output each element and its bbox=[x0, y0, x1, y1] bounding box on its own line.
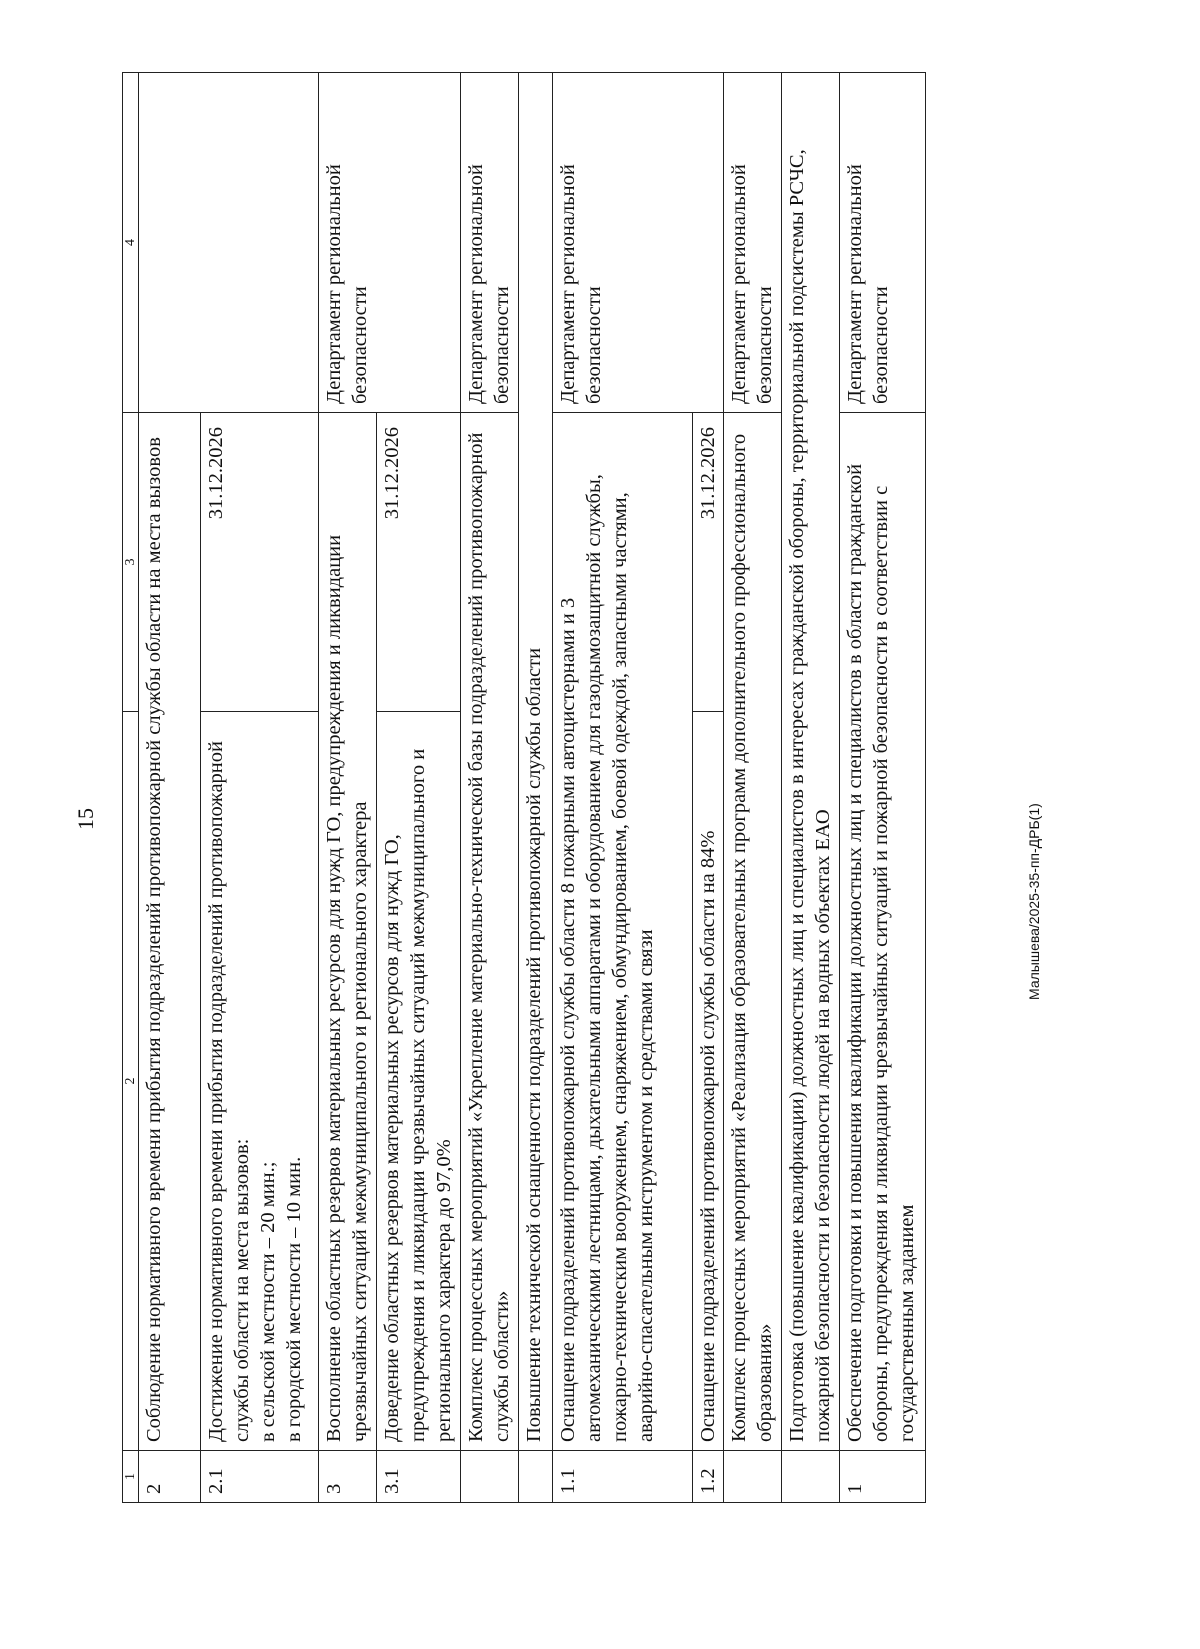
row-text: Соблюдение нормативного времени прибытия подразделений противопожарной службы области на места вызовов bbox=[139, 413, 201, 1451]
row-text: Комплекс процессных мероприятий «Реализация образовательных программ дополнительного профессионального образования» bbox=[724, 413, 782, 1451]
row-number bbox=[724, 1451, 782, 1503]
table-row bbox=[782, 73, 840, 1503]
table-row bbox=[840, 73, 926, 1503]
header-cell: 2 bbox=[123, 712, 139, 1451]
header-row bbox=[123, 73, 139, 1503]
header-cell: 1 bbox=[123, 1451, 139, 1503]
row-number: 2.1 bbox=[201, 1451, 319, 1503]
row-text: Комплекс процессных мероприятий «Укрепление материально-технической базы подразделений противопожарной службы области» bbox=[461, 413, 519, 1451]
row-text: Оснащение подразделений противопожарной службы области на 84% bbox=[693, 712, 724, 1451]
row-responsible: Департамент региональной безопасности bbox=[319, 73, 461, 413]
row-text: Восполнение областных резервов материальных ресурсов для нужд ГО, предупреждения и ликвидации чрезвычайных ситуаций межмуниципального и регионального характера bbox=[319, 413, 377, 1451]
row-text-line: в сельской местности – 20 мин.; bbox=[257, 1161, 280, 1442]
measures-table bbox=[122, 72, 926, 1503]
row-text: Доведение областных резервов материальных ресурсов для нужд ГО, предупреждения и ликвидации чрезвычайных ситуаций межмуниципального и регионального характера до 97,0% bbox=[377, 712, 461, 1451]
table-row bbox=[319, 73, 377, 1503]
table-row bbox=[139, 73, 201, 1503]
row-number bbox=[782, 1451, 840, 1503]
row-number bbox=[461, 1451, 519, 1503]
row-number: 3 bbox=[319, 1451, 377, 1503]
row-text-line: Достижение нормативного времени прибытия подразделений противопожарной службы области на места вызовов: bbox=[205, 740, 254, 1442]
row-responsible: Департамент региональной безопасности bbox=[840, 73, 926, 413]
row-number: 1 bbox=[840, 1451, 926, 1503]
table-row bbox=[519, 73, 553, 1503]
row-text: Подготовка (повышение квалификации) должностных лиц и специалистов в интересах гражданской обороны, территориальной подсистемы РСЧС, пожарной безопасности и безопасности людей на водных объектах ЕАО bbox=[782, 73, 840, 1451]
header-cell: 3 bbox=[123, 413, 139, 712]
row-responsible bbox=[139, 73, 319, 413]
row-number: 2 bbox=[139, 1451, 201, 1503]
row-deadline: 31.12.2026 bbox=[377, 413, 461, 712]
row-number: 1.2 bbox=[693, 1451, 724, 1503]
table-row bbox=[553, 73, 693, 1503]
row-responsible: Департамент региональной безопасности bbox=[724, 73, 782, 413]
row-text: Повышение технической оснащенности подразделений противопожарной службы области bbox=[519, 73, 553, 1451]
header-cell: 4 bbox=[123, 73, 139, 413]
row-deadline: 31.12.2026 bbox=[201, 413, 319, 712]
rotated-table-container bbox=[122, 73, 948, 1503]
table-row bbox=[461, 73, 519, 1503]
row-number bbox=[519, 1451, 553, 1503]
row-number: 1.1 bbox=[553, 1451, 693, 1503]
row-text: Оснащение подразделений противопожарной службы области 8 пожарными автоцистернами и 3 автомеханическими лестницами, дыхательными аппаратами и оборудованием для газодымозащитной службы, пожарно-техническим вооружением, снаряжением, обмундированием, боевой одеждой, запасными частями, аварийно-спасательным инструментом и средствами связи bbox=[553, 413, 693, 1451]
page-number: 15 bbox=[73, 808, 98, 830]
row-deadline: 31.12.2026 bbox=[693, 413, 724, 712]
row-text: Обеспечение подготовки и повышения квалификации должностных лиц и специалистов в области гражданской обороны, предупреждения и ликвидации чрезвычайных ситуаций и пожарной безопасности в соответствии с государственным заданием bbox=[840, 413, 926, 1451]
row-text bbox=[201, 712, 319, 1451]
table-row bbox=[724, 73, 782, 1503]
row-responsible: Департамент региональной безопасности bbox=[553, 73, 724, 413]
row-number: 3.1 bbox=[377, 1451, 461, 1503]
row-responsible: Департамент региональной безопасности bbox=[461, 73, 519, 413]
row-text-line: в городской местности – 10 мин. bbox=[283, 1156, 306, 1442]
footer-document-code: Малышева/2025-35-пп-ДРБ(1) bbox=[1026, 803, 1042, 1000]
